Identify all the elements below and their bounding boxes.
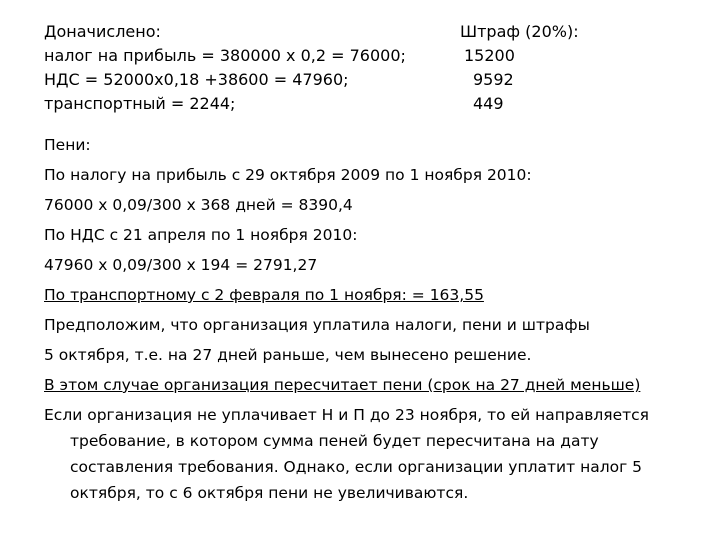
final-paragraph-line-1: Если организация не уплачивает Н и П до 23 ноября, то ей направляется <box>44 406 649 424</box>
final-paragraph-line-4: октября, то с 6 октября пени не увеличиваются. <box>70 484 469 502</box>
transport-tax-fine: 449 <box>473 94 504 113</box>
assumption-line-1: Предположим, что организация уплатила налоги, пени и штрафы <box>44 316 590 334</box>
penalties-section <box>44 130 694 506</box>
recalculation-note: В этом случае организация пересчитает пени (срок на 27 дней меньше) <box>44 376 641 394</box>
additional-charges-column <box>44 20 454 116</box>
transport-tax-line: транспортный = 2244; <box>44 94 236 113</box>
penalties-heading: Пени: <box>44 136 91 154</box>
vat-line: НДС = 52000х0,18 +38600 = 47960; <box>44 70 349 89</box>
vat-penalty-calc: 47960 х 0,09/300 х 194 = 2791,27 <box>44 256 318 274</box>
vat-fine: 9592 <box>473 70 514 89</box>
profit-tax-line: налог на прибыль = 380000 х 0,2 = 76000; <box>44 46 406 65</box>
profit-tax-penalty-calc: 76000 х 0,09/300 х 368 дней = 8390,4 <box>44 196 353 214</box>
assumption-line-2: 5 октября, т.е. на 27 дней раньше, чем вынесено решение. <box>44 346 532 364</box>
final-paragraph <box>44 402 694 506</box>
final-paragraph-line-2: требование, в котором сумма пеней будет пересчитана на дату <box>70 432 599 450</box>
transport-penalty-line: По транспортному с 2 февраля по 1 ноября: = 163,55 <box>44 286 484 304</box>
fines-column <box>460 20 660 116</box>
final-paragraph-line-3: составления требования. Однако, если организации уплатит налог 5 <box>70 458 643 476</box>
profit-tax-penalty-period: По налогу на прибыль с 29 октября 2009 по 1 ноября 2010: <box>44 166 532 184</box>
profit-tax-fine: 15200 <box>464 46 515 65</box>
additional-charges-title: Доначислено: <box>44 22 161 41</box>
fines-title: Штраф (20%): <box>460 22 579 41</box>
vat-penalty-period: По НДС с 21 апреля по 1 ноября 2010: <box>44 226 358 244</box>
